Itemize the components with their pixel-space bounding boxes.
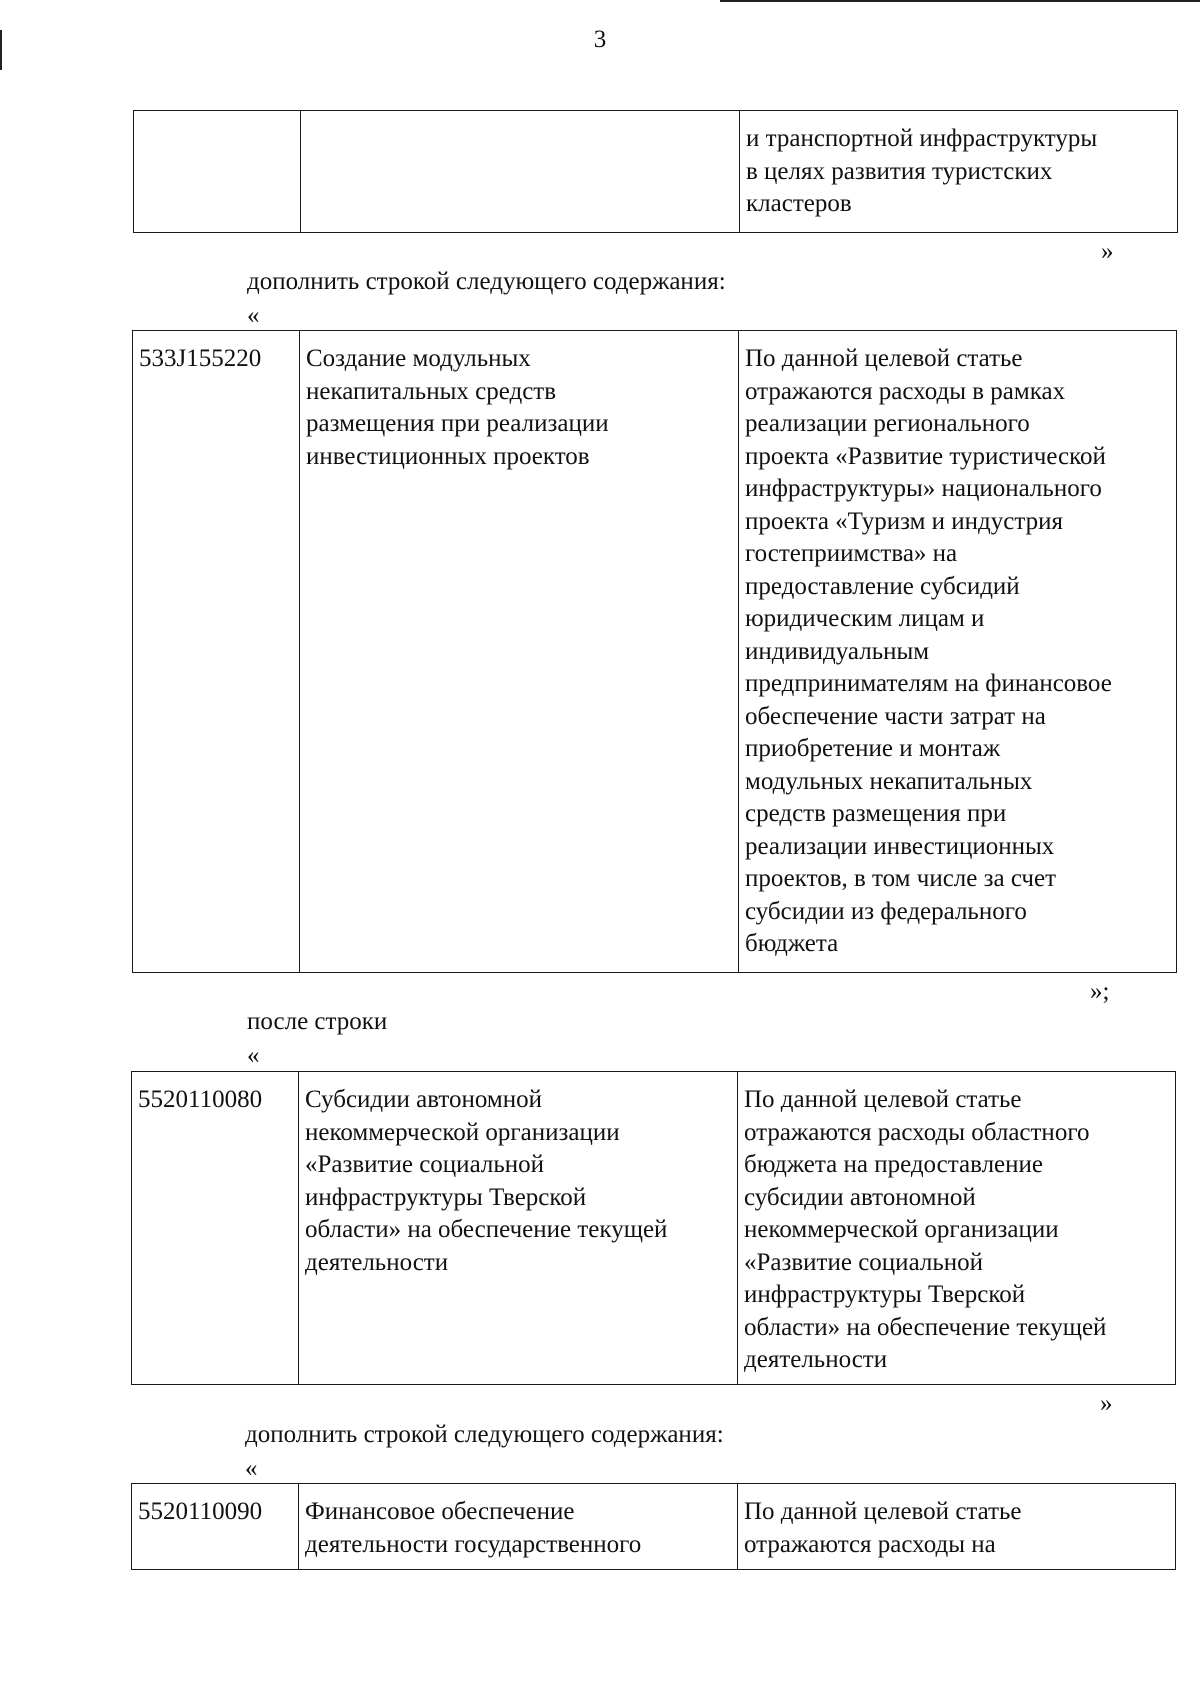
code-cell: 5520110090 <box>132 1484 299 1570</box>
code-cell: 5520110080 <box>132 1072 299 1385</box>
scan-edge-line-top <box>720 0 1200 2</box>
opening-quote: « <box>245 1455 258 1482</box>
closing-quote: »; <box>1090 978 1110 1005</box>
table-row <box>133 331 1177 973</box>
opening-quote: « <box>247 302 260 329</box>
closing-quote: » <box>1101 238 1114 265</box>
opening-quote: « <box>247 1042 260 1069</box>
name-cell: Субсидии автономной некоммерческой организации «Развитие социальной инфраструктуры Тверской области» на обеспечение текущей деятельности <box>299 1072 738 1385</box>
name-cell <box>301 111 740 233</box>
description-cell: По данной целевой статье отражаются расходы в рамках реализации регионального проекта «Развитие туристической инфраструктуры» национального проекта «Туризм и индустрия гостеприимства» на предоставление субсидий юридическим лицам и индивидуальным предпринимателям на финансовое обеспечение части затрат на приобретение и монтаж модульных некапитальных средств размещения при реализации инвестиционных проектов, в том числе за счет субсидии из федерального бюджета <box>739 331 1177 973</box>
table-row <box>134 111 1178 233</box>
instruction-paragraph: дополнить строкой следующего содержания: <box>245 1421 724 1448</box>
instruction-paragraph: после строки <box>247 1008 388 1035</box>
table-continuation <box>133 110 1178 233</box>
page-number: 3 <box>593 26 607 53</box>
table-row-533J155220 <box>132 330 1177 973</box>
name-cell: Финансовое обеспечение деятельности государственного <box>299 1484 738 1570</box>
closing-quote: » <box>1100 1390 1113 1417</box>
description-cell: По данной целевой статье отражаются расходы областного бюджета на предоставление субсидии автономной некоммерческой организации «Развитие социальной инфраструктуры Тверской области» на обеспечение текущей деятельности <box>738 1072 1176 1385</box>
table-row <box>132 1484 1176 1570</box>
table-row-5520110080 <box>131 1071 1176 1385</box>
code-cell: 533J155220 <box>133 331 300 973</box>
code-cell <box>134 111 301 233</box>
table-row <box>132 1072 1176 1385</box>
table-row-5520110090 <box>131 1483 1176 1570</box>
instruction-paragraph: дополнить строкой следующего содержания: <box>247 268 726 295</box>
description-cell: и транспортной инфраструктуры в целях развития туристских кластеров <box>740 111 1178 233</box>
name-cell: Создание модульных некапитальных средств размещения при реализации инвестиционных проектов <box>300 331 739 973</box>
description-cell: По данной целевой статье отражаются расходы на <box>738 1484 1176 1570</box>
